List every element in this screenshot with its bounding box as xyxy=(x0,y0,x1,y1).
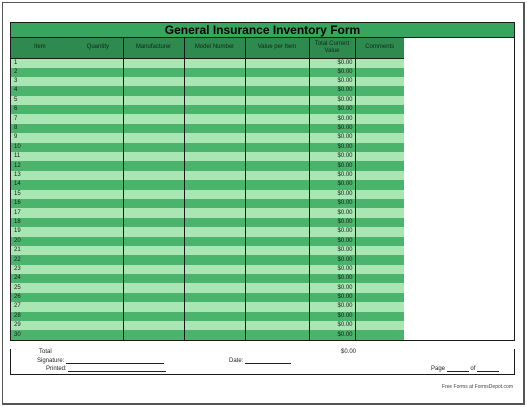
value-per-item-cell[interactable] xyxy=(245,105,309,114)
item-cell[interactable]: 26 xyxy=(11,293,123,302)
item-cell[interactable]: 4 xyxy=(11,86,123,95)
manufacturer-cell[interactable] xyxy=(123,246,184,255)
comments-cell[interactable] xyxy=(355,105,404,114)
of-label: of xyxy=(470,366,476,372)
manufacturer-cell[interactable] xyxy=(123,190,184,199)
table-header xyxy=(11,38,516,58)
item-cell[interactable]: 29 xyxy=(11,321,123,330)
item-cell[interactable]: 25 xyxy=(11,283,123,292)
comments-cell[interactable] xyxy=(355,77,404,86)
table-row xyxy=(11,180,516,189)
printed-label: Printed: xyxy=(46,366,67,372)
manufacturer-cell[interactable] xyxy=(123,283,184,292)
value-per-item-cell[interactable] xyxy=(245,283,309,292)
table-row xyxy=(11,199,516,208)
table-row xyxy=(11,133,516,142)
value-per-item-cell[interactable] xyxy=(245,152,309,161)
column-header-comments: Comments xyxy=(355,38,404,58)
table-row xyxy=(11,237,516,246)
manufacturer-cell[interactable] xyxy=(123,161,184,170)
manufacturer-cell[interactable] xyxy=(123,199,184,208)
manufacturer-cell[interactable] xyxy=(123,274,184,283)
comments-cell[interactable] xyxy=(355,208,404,217)
manufacturer-cell[interactable] xyxy=(123,114,184,123)
signature-label: Signature: xyxy=(37,358,65,364)
column-header-value-per-item: Value per Item xyxy=(245,38,309,58)
model-number-cell[interactable] xyxy=(184,312,245,321)
model-number-cell[interactable] xyxy=(184,180,245,189)
comments-cell[interactable] xyxy=(355,293,404,302)
comments-cell[interactable] xyxy=(355,114,404,123)
total-value-cell[interactable]: $0.00 xyxy=(309,96,355,105)
comments-cell[interactable] xyxy=(355,302,404,311)
comments-cell[interactable] xyxy=(355,237,404,246)
item-cell[interactable]: 30 xyxy=(11,330,123,339)
comments-cell[interactable] xyxy=(355,199,404,208)
table-body xyxy=(11,58,516,340)
total-value-cell[interactable]: $0.00 xyxy=(309,265,355,274)
table-row xyxy=(11,58,516,68)
comments-cell[interactable] xyxy=(355,321,404,330)
value-per-item-cell[interactable] xyxy=(245,321,309,330)
value-per-item-cell[interactable] xyxy=(245,199,309,208)
total-value-cell[interactable]: $0.00 xyxy=(309,218,355,227)
value-per-item-cell[interactable] xyxy=(245,77,309,86)
total-row xyxy=(11,349,514,357)
table-row xyxy=(11,143,516,152)
manufacturer-cell[interactable] xyxy=(123,68,184,77)
value-per-item-cell[interactable] xyxy=(245,227,309,236)
manufacturer-cell[interactable] xyxy=(123,152,184,161)
model-number-cell[interactable] xyxy=(184,96,245,105)
comments-cell[interactable] xyxy=(355,86,404,95)
model-number-cell[interactable] xyxy=(184,283,245,292)
comments-cell[interactable] xyxy=(355,227,404,236)
value-per-item-cell[interactable] xyxy=(245,58,309,68)
value-per-item-cell[interactable] xyxy=(245,237,309,246)
inventory-table xyxy=(11,38,516,340)
total-value-cell[interactable]: $0.00 xyxy=(309,283,355,292)
table-row xyxy=(11,255,516,264)
manufacturer-cell[interactable] xyxy=(123,218,184,227)
comments-cell[interactable] xyxy=(355,330,404,339)
total-value-cell[interactable]: $0.00 xyxy=(309,190,355,199)
comments-cell[interactable] xyxy=(355,133,404,142)
comments-cell[interactable] xyxy=(355,143,404,152)
column-header-manufacturer: Manufacturer xyxy=(123,38,184,58)
value-per-item-cell[interactable] xyxy=(245,302,309,311)
model-number-cell[interactable] xyxy=(184,190,245,199)
value-per-item-cell[interactable] xyxy=(245,255,309,264)
total-value-cell[interactable]: $0.00 xyxy=(309,255,355,264)
item-cell[interactable]: 18 xyxy=(11,218,123,227)
model-number-cell[interactable] xyxy=(184,208,245,217)
comments-cell[interactable] xyxy=(355,218,404,227)
model-number-cell[interactable] xyxy=(184,105,245,114)
manufacturer-cell[interactable] xyxy=(123,265,184,274)
total-value-cell[interactable]: $0.00 xyxy=(309,199,355,208)
item-cell[interactable]: 20 xyxy=(11,237,123,246)
model-number-cell[interactable] xyxy=(184,171,245,180)
item-cell[interactable]: 22 xyxy=(11,255,123,264)
manufacturer-cell[interactable] xyxy=(123,321,184,330)
table-row xyxy=(11,68,516,77)
value-per-item-cell[interactable] xyxy=(245,312,309,321)
value-per-item-cell[interactable] xyxy=(245,96,309,105)
printed-field[interactable] xyxy=(46,366,166,372)
item-cell[interactable]: 8 xyxy=(11,124,123,133)
table-row xyxy=(11,114,516,123)
table-row xyxy=(11,274,516,283)
comments-cell[interactable] xyxy=(355,274,404,283)
model-number-cell[interactable] xyxy=(184,161,245,170)
table-row xyxy=(11,330,516,339)
item-cell[interactable]: 28 xyxy=(11,312,123,321)
total-label: Total xyxy=(39,349,52,355)
comments-cell[interactable] xyxy=(355,58,404,68)
item-cell[interactable]: 15 xyxy=(11,190,123,199)
model-number-cell[interactable] xyxy=(184,293,245,302)
manufacturer-cell[interactable] xyxy=(123,180,184,189)
value-per-item-cell[interactable] xyxy=(245,330,309,339)
table-row xyxy=(11,161,516,170)
comments-cell[interactable] xyxy=(355,246,404,255)
manufacturer-cell[interactable] xyxy=(123,237,184,246)
printed-line[interactable] xyxy=(68,366,166,372)
table-row xyxy=(11,105,516,114)
comments-cell[interactable] xyxy=(355,265,404,274)
manufacturer-cell[interactable] xyxy=(123,96,184,105)
comments-cell[interactable] xyxy=(355,68,404,77)
model-number-cell[interactable] xyxy=(184,321,245,330)
item-cell[interactable]: 12 xyxy=(11,161,123,170)
comments-cell[interactable] xyxy=(355,124,404,133)
comments-cell[interactable] xyxy=(355,161,404,170)
model-number-cell[interactable] xyxy=(184,330,245,339)
table-row xyxy=(11,86,516,95)
total-value-cell[interactable]: $0.00 xyxy=(309,330,355,339)
total-value-cell[interactable]: $0.00 xyxy=(309,58,355,68)
value-per-item-cell[interactable] xyxy=(245,133,309,142)
total-value-cell[interactable]: $0.00 xyxy=(309,114,355,123)
value-per-item-cell[interactable] xyxy=(245,143,309,152)
value-per-item-cell[interactable] xyxy=(245,246,309,255)
page-field[interactable] xyxy=(431,366,499,372)
manufacturer-cell[interactable] xyxy=(123,330,184,339)
item-cell[interactable]: 16 xyxy=(11,199,123,208)
model-number-cell[interactable] xyxy=(184,58,245,68)
value-per-item-cell[interactable] xyxy=(245,265,309,274)
value-per-item-cell[interactable] xyxy=(245,208,309,217)
total-value-cell[interactable]: $0.00 xyxy=(309,274,355,283)
comments-cell[interactable] xyxy=(355,283,404,292)
total-value-cell[interactable]: $0.00 xyxy=(309,133,355,142)
page-number-line[interactable] xyxy=(447,366,469,372)
model-number-cell[interactable] xyxy=(184,143,245,152)
manufacturer-cell[interactable] xyxy=(123,293,184,302)
manufacturer-cell[interactable] xyxy=(123,302,184,311)
model-number-cell[interactable] xyxy=(184,265,245,274)
table-row xyxy=(11,283,516,292)
table-row xyxy=(11,227,516,236)
total-value-cell[interactable]: $0.00 xyxy=(309,246,355,255)
total-value-cell[interactable]: $0.00 xyxy=(309,321,355,330)
item-cell[interactable]: 6 xyxy=(11,105,123,114)
model-number-cell[interactable] xyxy=(184,124,245,133)
total-value-cell[interactable]: $0.00 xyxy=(309,86,355,95)
model-number-cell[interactable] xyxy=(184,133,245,142)
value-per-item-cell[interactable] xyxy=(245,161,309,170)
item-cell[interactable]: 13 xyxy=(11,171,123,180)
manufacturer-cell[interactable] xyxy=(123,143,184,152)
total-value-cell[interactable]: $0.00 xyxy=(309,312,355,321)
manufacturer-cell[interactable] xyxy=(123,227,184,236)
comments-cell[interactable] xyxy=(355,96,404,105)
item-cell[interactable]: 10 xyxy=(11,143,123,152)
model-number-cell[interactable] xyxy=(184,246,245,255)
item-cell[interactable]: 1 xyxy=(11,58,123,68)
manufacturer-cell[interactable] xyxy=(123,133,184,142)
comments-cell[interactable] xyxy=(355,255,404,264)
column-header-item: Item Quantity xyxy=(11,38,123,58)
total-value-cell[interactable]: $0.00 xyxy=(309,161,355,170)
value-per-item-cell[interactable] xyxy=(245,190,309,199)
item-cell[interactable]: 2 xyxy=(11,68,123,77)
manufacturer-cell[interactable] xyxy=(123,312,184,321)
total-value-cell[interactable]: $0.00 xyxy=(309,77,355,86)
column-header-total-value: Total Current Value xyxy=(309,38,355,58)
item-cell[interactable]: 9 xyxy=(11,133,123,142)
signature-line[interactable] xyxy=(66,358,164,364)
value-per-item-cell[interactable] xyxy=(245,68,309,77)
form-title: General Insurance Inventory Form xyxy=(11,23,514,38)
total-value-cell[interactable]: $0.00 xyxy=(309,302,355,311)
table-row xyxy=(11,77,516,86)
model-number-cell[interactable] xyxy=(184,77,245,86)
form-footer xyxy=(10,349,515,375)
total-value-cell[interactable]: $0.00 xyxy=(309,152,355,161)
item-cell[interactable]: 7 xyxy=(11,114,123,123)
manufacturer-cell[interactable] xyxy=(123,77,184,86)
total-value-cell[interactable]: $0.00 xyxy=(309,171,355,180)
page-total-line[interactable] xyxy=(477,366,499,372)
total-value-cell[interactable]: $0.00 xyxy=(309,293,355,302)
credit-text: Free Forms at FormsDepot.com xyxy=(441,384,513,390)
signature-field[interactable] xyxy=(37,358,164,364)
date-label: Date: xyxy=(229,358,244,364)
table-row xyxy=(11,218,516,227)
column-header-model-number: Model Number xyxy=(184,38,245,58)
total-value-cell[interactable]: $0.00 xyxy=(309,208,355,217)
item-cell[interactable]: 21 xyxy=(11,246,123,255)
item-cell[interactable]: 24 xyxy=(11,274,123,283)
item-cell[interactable]: 17 xyxy=(11,208,123,217)
table-row xyxy=(11,190,516,199)
table-row xyxy=(11,246,516,255)
value-per-item-cell[interactable] xyxy=(245,180,309,189)
model-number-cell[interactable] xyxy=(184,227,245,236)
model-number-cell[interactable] xyxy=(184,237,245,246)
table-row xyxy=(11,124,516,133)
total-value-cell[interactable]: $0.00 xyxy=(309,227,355,236)
model-number-cell[interactable] xyxy=(184,86,245,95)
manufacturer-cell[interactable] xyxy=(123,58,184,68)
item-cell[interactable]: 19 xyxy=(11,227,123,236)
item-cell[interactable]: 23 xyxy=(11,265,123,274)
manufacturer-cell[interactable] xyxy=(123,105,184,114)
comments-cell[interactable] xyxy=(355,152,404,161)
model-number-cell[interactable] xyxy=(184,114,245,123)
model-number-cell[interactable] xyxy=(184,302,245,311)
comments-cell[interactable] xyxy=(355,171,404,180)
value-per-item-cell[interactable] xyxy=(245,171,309,180)
table-row xyxy=(11,302,516,311)
inventory-form xyxy=(10,22,515,341)
manufacturer-cell[interactable] xyxy=(123,171,184,180)
total-value-cell[interactable]: $0.00 xyxy=(309,237,355,246)
value-per-item-cell[interactable] xyxy=(245,218,309,227)
value-per-item-cell[interactable] xyxy=(245,293,309,302)
date-field[interactable] xyxy=(229,358,291,364)
table-row xyxy=(11,293,516,302)
date-line[interactable] xyxy=(245,358,291,364)
total-value-cell[interactable]: $0.00 xyxy=(309,180,355,189)
table-row xyxy=(11,96,516,105)
table-row xyxy=(11,321,516,330)
manufacturer-cell[interactable] xyxy=(123,86,184,95)
item-cell[interactable]: 5 xyxy=(11,96,123,105)
item-cell[interactable]: 27 xyxy=(11,302,123,311)
comments-cell[interactable] xyxy=(355,312,404,321)
table-row xyxy=(11,312,516,321)
total-value-cell[interactable]: $0.00 xyxy=(309,124,355,133)
value-per-item-cell[interactable] xyxy=(245,86,309,95)
table-row xyxy=(11,152,516,161)
model-number-cell[interactable] xyxy=(184,199,245,208)
value-per-item-cell[interactable] xyxy=(245,274,309,283)
manufacturer-cell[interactable] xyxy=(123,255,184,264)
model-number-cell[interactable] xyxy=(184,255,245,264)
page-label: Page xyxy=(431,366,446,372)
total-value-cell[interactable]: $0.00 xyxy=(309,68,355,77)
model-number-cell[interactable] xyxy=(184,274,245,283)
model-number-cell[interactable] xyxy=(184,218,245,227)
value-per-item-cell[interactable] xyxy=(245,114,309,123)
item-cell[interactable]: 3 xyxy=(11,77,123,86)
total-value: $0.00 xyxy=(340,349,356,355)
total-value-cell[interactable]: $0.00 xyxy=(309,105,355,114)
item-cell[interactable]: 14 xyxy=(11,180,123,189)
table-row xyxy=(11,171,516,180)
model-number-cell[interactable] xyxy=(184,152,245,161)
model-number-cell[interactable] xyxy=(184,68,245,77)
table-row xyxy=(11,208,516,217)
total-value-cell[interactable]: $0.00 xyxy=(309,143,355,152)
manufacturer-cell[interactable] xyxy=(123,208,184,217)
comments-cell[interactable] xyxy=(355,190,404,199)
table-row xyxy=(11,265,516,274)
value-per-item-cell[interactable] xyxy=(245,124,309,133)
item-cell[interactable]: 11 xyxy=(11,152,123,161)
comments-cell[interactable] xyxy=(355,180,404,189)
manufacturer-cell[interactable] xyxy=(123,124,184,133)
